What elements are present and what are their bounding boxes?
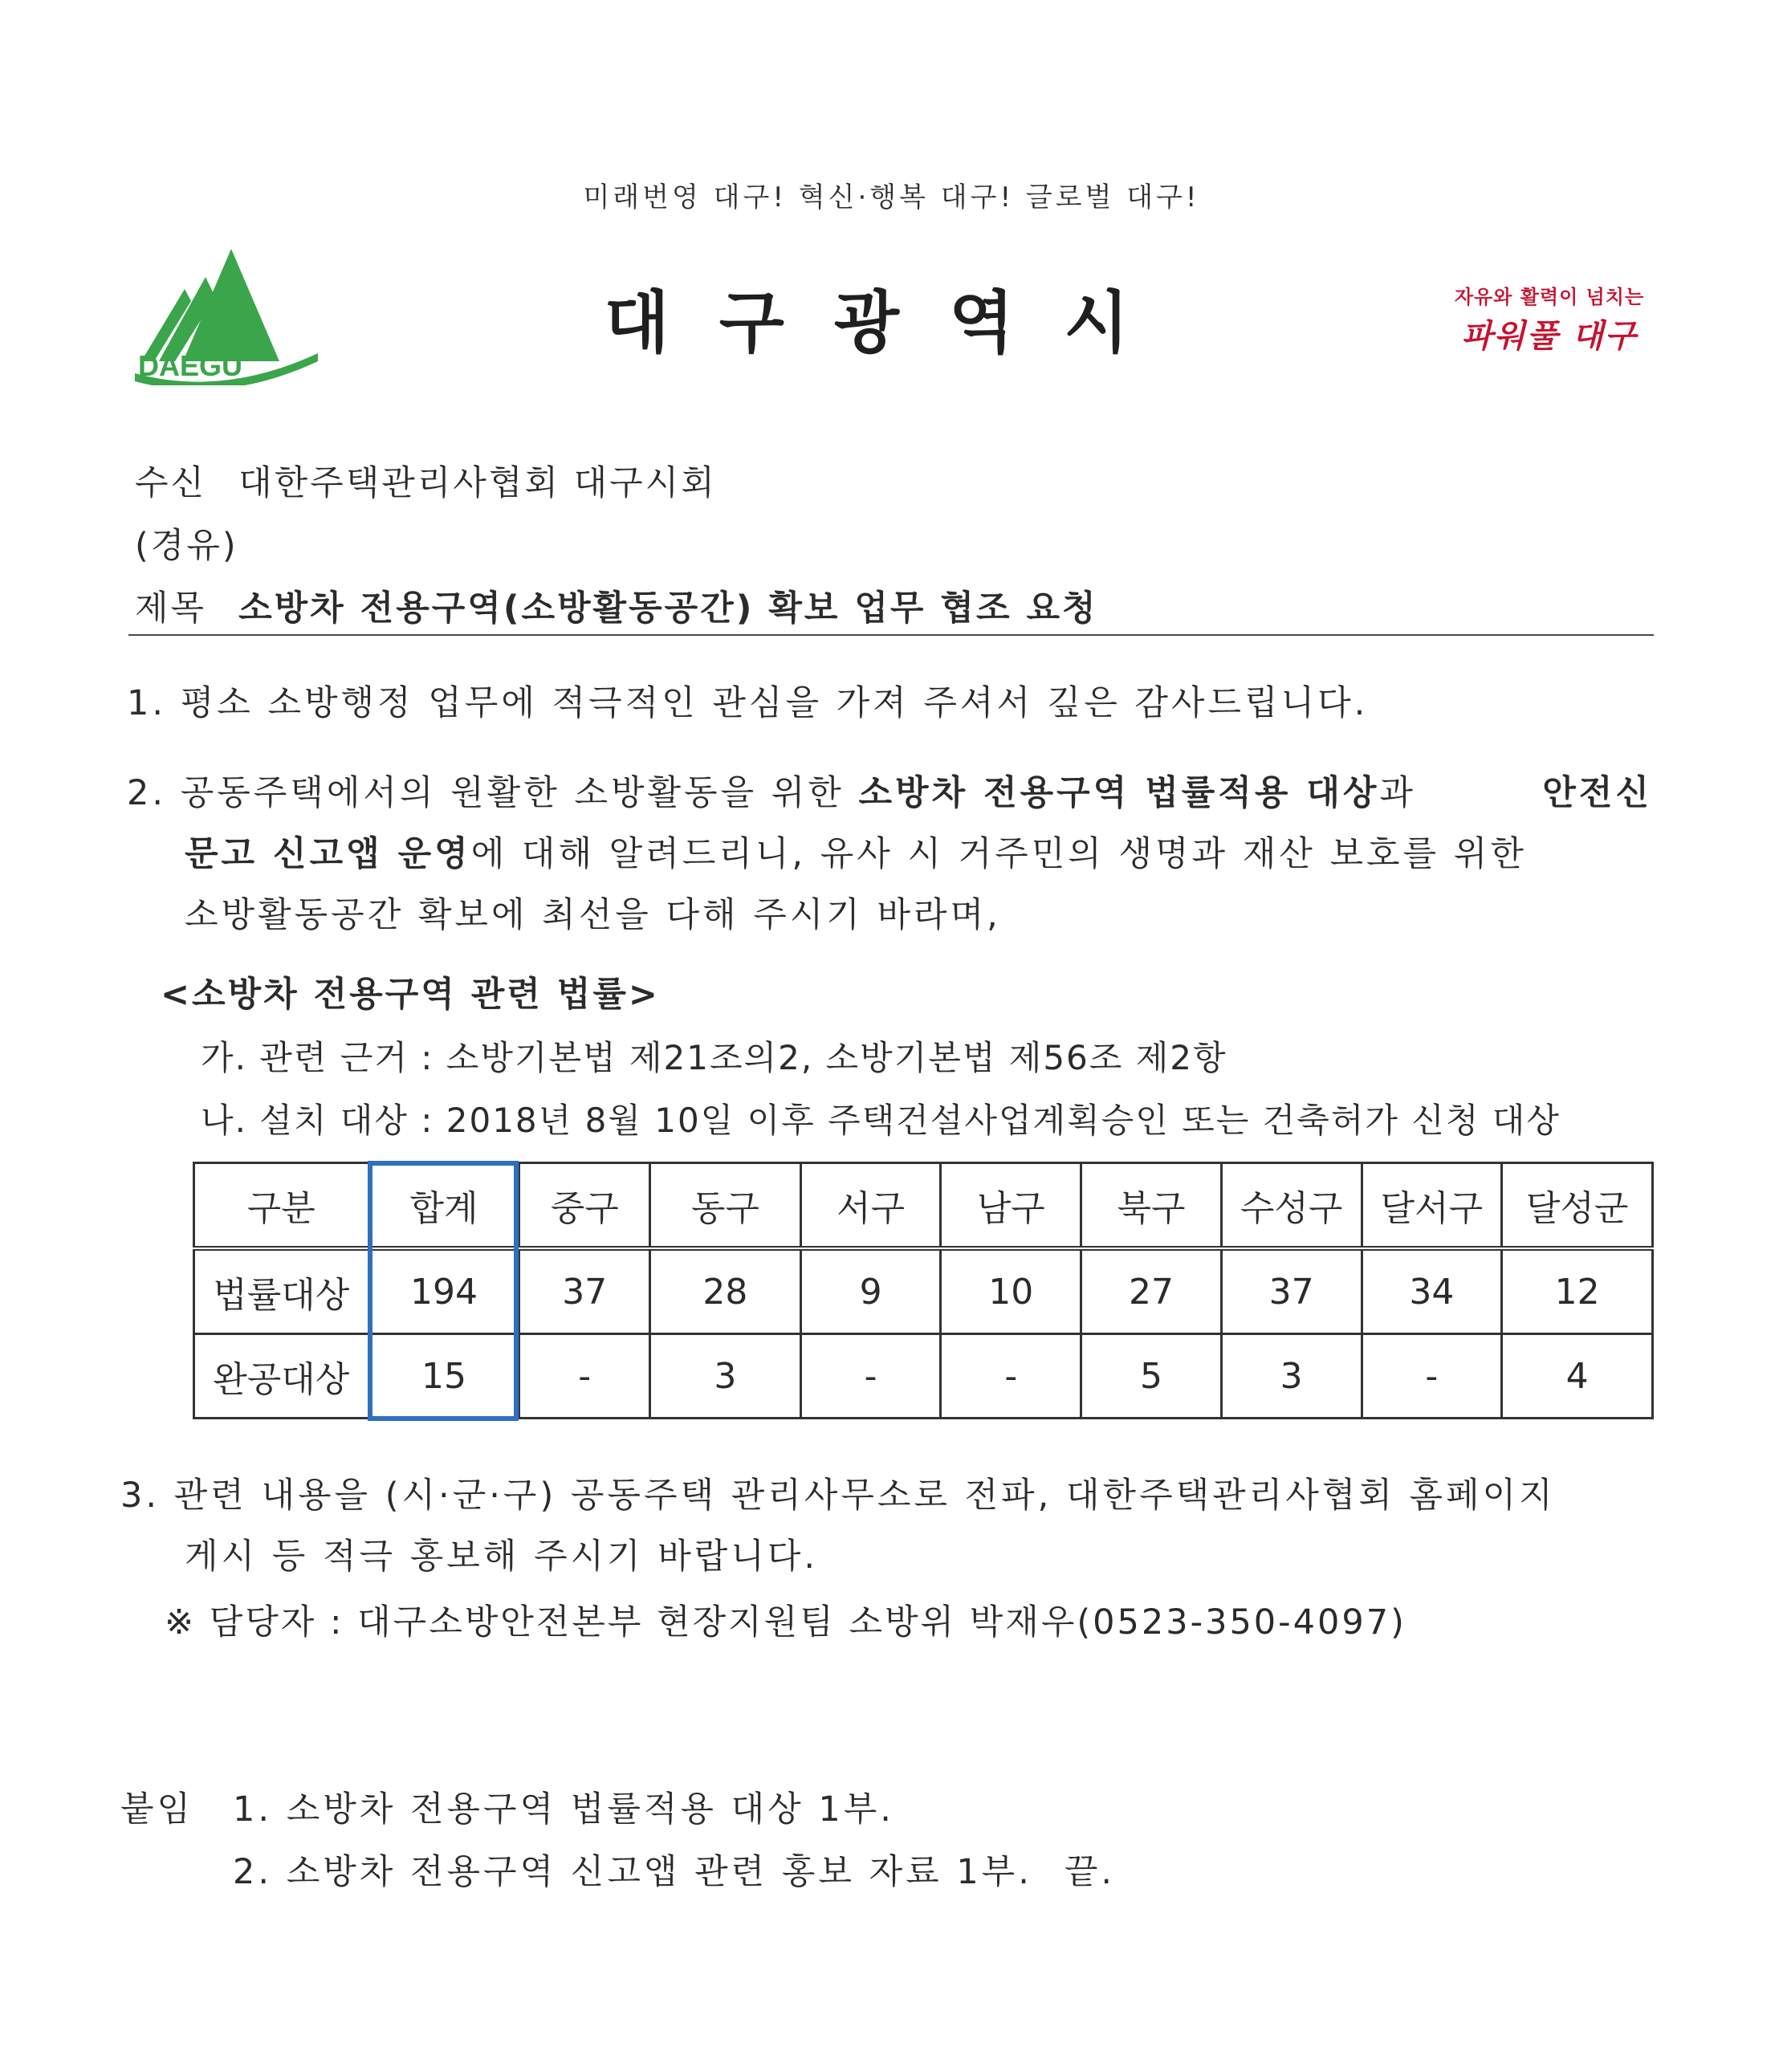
paragraph-2-line-1	[127, 763, 1652, 824]
p2-text-c: 과	[1379, 773, 1416, 813]
header-divider	[128, 634, 1654, 636]
attachment-line-1	[120, 1778, 1115, 1841]
table-cell: 15	[368, 1334, 519, 1419]
p2-bold-b: 소방차 전용구역 법률적용 대상	[858, 773, 1380, 813]
recipient-value: 대한주택관리사협회 대구시회	[238, 463, 717, 503]
table-header-cell: 구분	[194, 1163, 369, 1249]
attachment-item: 2. 소방차 전용구역 신고앱 관련 홍보 자료 1부.	[233, 1852, 1032, 1892]
attachment-item: 1. 소방차 전용구역 법률적용 대상 1부.	[233, 1789, 894, 1830]
table-cell: 9	[800, 1248, 941, 1334]
law-section-title: <소방차 전용구역 관련 법률>	[161, 975, 660, 1015]
table-header-cell: 중구	[519, 1163, 650, 1249]
recipient-row	[135, 456, 717, 505]
table-row	[194, 1334, 1653, 1419]
paragraph-2-line-3: 소방활동공간 확보에 최선을 다해 주시기 바라며,	[185, 895, 1001, 935]
p2-bold-d: 안전신	[1542, 773, 1652, 813]
table-cell: 3	[650, 1334, 801, 1419]
table-cell: 37	[1221, 1248, 1362, 1334]
table-row	[194, 1248, 1653, 1334]
table-header-cell: 남구	[941, 1163, 1081, 1249]
paragraph-3-line-2: 게시 등 적극 홍보해 주시기 바랍니다.	[185, 1537, 819, 1577]
attachment-line-2	[120, 1841, 1115, 1903]
recipient-label: 수신	[135, 463, 207, 503]
paragraph-2	[127, 763, 1652, 946]
paragraph-3-line-1: 3. 관련 내용을 (시·군·구) 공동주택 관리사무소로 전파, 대한주택관리사협회 홈페이지	[120, 1476, 1556, 1516]
table-header-cell: 달성군	[1502, 1163, 1653, 1249]
table-header-cell: 수성구	[1221, 1163, 1362, 1249]
table-cell: -	[941, 1334, 1081, 1419]
table-cell: 27	[1081, 1248, 1222, 1334]
table-cell: 법률대상	[194, 1248, 369, 1334]
end-mark: 끝.	[1064, 1852, 1116, 1892]
table-header-row	[194, 1163, 1653, 1249]
table-header-cell: 달서구	[1362, 1163, 1502, 1249]
table-cell: -	[1362, 1334, 1502, 1419]
table-cell: 194	[368, 1248, 519, 1334]
table-header-cell: 서구	[800, 1163, 941, 1249]
side-slogan	[1445, 281, 1654, 356]
table-cell: 3	[1221, 1334, 1362, 1419]
via-label: (경유)	[135, 526, 238, 566]
table-cell: -	[519, 1334, 650, 1419]
table-cell: 10	[941, 1248, 1081, 1334]
table-cell: 완공대상	[194, 1334, 369, 1419]
table-cell: 28	[650, 1248, 801, 1334]
side-slogan-big: 파워풀 대구	[1461, 318, 1638, 355]
top-slogan: 미래번영 대구! 혁신·행복 대구! 글로벌 대구!	[583, 181, 1200, 214]
table-cell: 12	[1502, 1248, 1653, 1334]
table-header-cell: 북구	[1081, 1163, 1222, 1249]
law-item-b: 나. 설치 대상 : 2018년 8월 10일 이후 주택건설사업계획승인 또는 건축허가 신청 대상	[201, 1101, 1561, 1140]
org-title: 대구광역시	[604, 283, 1179, 362]
logo-text: DAEGU	[138, 349, 243, 382]
table-cell: 34	[1362, 1248, 1502, 1334]
table-header-cell: 동구	[650, 1163, 801, 1249]
target-stats-table	[193, 1162, 1654, 1419]
via-row	[135, 519, 238, 568]
contact-person: ※ 담당자 : 대구소방안전본부 현장지원팀 소방위 박재우(0523-350-4097)	[165, 1602, 1406, 1643]
table-cell: 5	[1081, 1334, 1222, 1419]
table-cell: -	[800, 1334, 941, 1419]
side-slogan-small: 자유와 활력이 넘치는	[1454, 286, 1645, 308]
table-header-cell: 합계	[368, 1163, 519, 1249]
p2-text-f: 에 대해 알려드리니, 유사 시 거주민의 생명과 재산 보호를 위한	[470, 834, 1527, 874]
p2-bold-e: 문고 신고앱 운영	[185, 834, 471, 874]
subject-value: 소방차 전용구역(소방활동공간) 확보 업무 협조 요청	[238, 588, 1098, 629]
subject-row	[135, 581, 1098, 630]
paragraph-3	[120, 1465, 1654, 1587]
table-cell: 37	[519, 1248, 650, 1334]
attachments	[120, 1778, 1115, 1903]
attachment-label: 붙임	[120, 1789, 194, 1830]
paragraph-2-line-2	[127, 824, 1652, 885]
law-item-a: 가. 관련 근거 : 소방기본법 제21조의2, 소방기본법 제56조 제2항	[201, 1038, 1227, 1077]
table-cell: 4	[1502, 1334, 1653, 1419]
p2-text-a: 2. 공동주택에서의 원활한 소방활동을 위한	[127, 773, 859, 813]
paragraph-1: 1. 평소 소방행정 업무에 적극적인 관심을 가져 주셔서 깊은 감사드립니다.	[127, 683, 1369, 723]
subject-label: 제목	[135, 588, 207, 629]
